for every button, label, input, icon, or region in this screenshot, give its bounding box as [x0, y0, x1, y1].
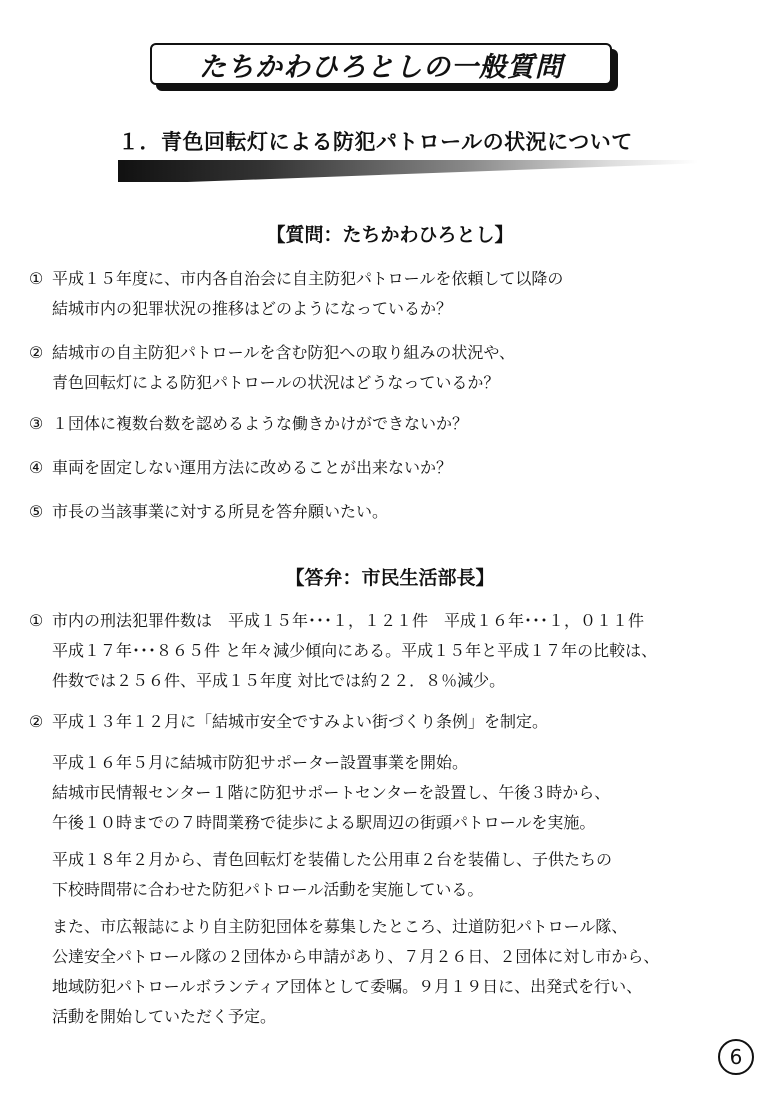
- item-line: １団体に複数台数を認めるような働きかけができないか？: [52, 414, 469, 433]
- answer-header: 【答弁：市民生活部長】: [285, 567, 495, 589]
- page-number: 6: [718, 1039, 754, 1075]
- item-line: 平成１７年･･･８６５件 と年々減少傾向にある。平成１５年と平成１７年の比較は、: [52, 641, 658, 660]
- question-item-3: [25, 409, 765, 439]
- paragraph-line: 結城市民情報センター１階に防犯サポートセンターを設置し、午後３時から、: [52, 783, 611, 802]
- item-line: 車両を固定しない運用方法に改めることが出来ないか？: [52, 458, 453, 477]
- item-number: ①: [28, 611, 44, 630]
- paragraph-line: 活動を開始していただく予定。: [52, 1007, 277, 1026]
- question-item-2: [25, 338, 765, 398]
- question-item-5: [25, 497, 765, 527]
- item-line: 平成１３年１２月に「結城市安全ですみよい街づくり条例」を制定。: [52, 712, 549, 731]
- paragraph-line: 下校時間帯に合わせた防犯パトロール活動を実施している。: [52, 880, 484, 899]
- paragraph-line: また、市広報誌により自主防犯団体を募集したところ、辻道防犯パトロール隊、: [52, 917, 628, 936]
- answer-item-2: [25, 707, 765, 737]
- item-line: 件数では２５６件、平成１５年度 対比では約２２．８％減少。: [52, 671, 506, 690]
- item-line: 平成１５年度に、市内各自治会に自主防犯パトロールを依頼して以降の: [52, 269, 564, 288]
- page-title: たちかわひろとしの一般質問: [199, 51, 563, 83]
- title-frame: [150, 43, 612, 85]
- paragraph-line: 地域防犯パトロールボランティア団体として委嘱。９月１９日に、出発式を行い、: [52, 977, 643, 996]
- item-line: 結城市の自主防犯パトロールを含む防犯への取り組みの状況や、: [52, 343, 516, 362]
- answer-paragraph-3: [52, 912, 772, 1032]
- subheading-underline-bar: [118, 160, 698, 182]
- item-number: ④: [28, 458, 44, 477]
- item-number: ②: [28, 343, 44, 362]
- question-item-4: [25, 453, 765, 483]
- question-item-1: [25, 264, 765, 324]
- answer-item-1: [25, 606, 765, 696]
- paragraph-line: 平成１８年２月から、青色回転灯を装備した公用車２台を装備し、子供たちの: [52, 850, 613, 869]
- item-number: ③: [28, 414, 44, 433]
- paragraph-line: 平成１６年５月に結城市防犯サポーター設置事業を開始。: [52, 753, 469, 772]
- item-line: 結城市内の犯罪状況の推移はどのようになっているか？: [52, 299, 453, 318]
- item-line: 市長の当該事業に対する所見を答弁願いたい。: [52, 502, 389, 521]
- subheading: １．青色回転灯による防犯パトロールの状況について: [118, 130, 633, 154]
- question-header: 【質問：たちかわひろとし】: [266, 224, 514, 246]
- paragraph-line: 午後１０時までの７時間業務で徒歩による駅周辺の街頭パトロールを実施。: [52, 813, 596, 832]
- item-number: ②: [28, 712, 44, 731]
- answer-paragraph-1: [52, 748, 772, 838]
- title-box: [150, 43, 620, 91]
- item-line: 青色回転灯による防犯パトロールの状況はどうなっているか？: [52, 373, 500, 392]
- item-number: ⑤: [28, 502, 44, 521]
- item-line: 市内の刑法犯罪件数は 平成１５年･･･１，１２１件 平成１６年･･･１，０１１件: [52, 611, 645, 630]
- item-number: ①: [28, 269, 44, 288]
- answer-paragraph-2: [52, 845, 772, 905]
- paragraph-line: 公達安全パトロール隊の２団体から申請があり、７月２６日、２団体に対し市から、: [52, 947, 660, 966]
